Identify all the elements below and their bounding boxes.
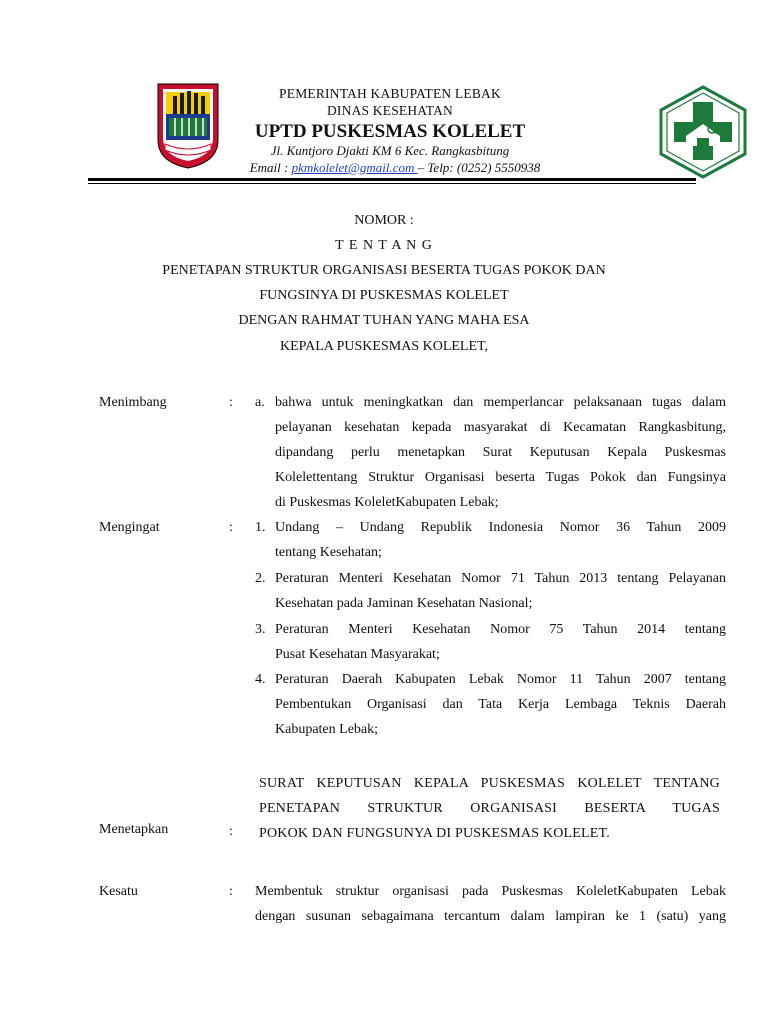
kesatu-colon: : xyxy=(229,884,233,899)
rahmat-line: DENGAN RAHMAT TUHAN YANG MAHA ESA xyxy=(238,313,530,328)
menimbang-colon: : xyxy=(229,395,233,410)
kesatu-line: Membentuk struktur organisasi pada Puskesmas KoleletKabupaten Lebak xyxy=(255,884,726,899)
phone-text: – Telp: (0252) 5550938 xyxy=(417,160,541,175)
decision-line: SURAT KEPUTUSAN KEPALA PUSKESMAS KOLELET TENTANG xyxy=(259,776,720,791)
mengingat-line: Kabupaten Lebak; xyxy=(275,722,379,737)
subject-line-1: PENETAPAN STRUKTUR ORGANISASI BESERTA TUGAS POKOK DAN xyxy=(162,263,606,278)
decision-text xyxy=(259,771,720,846)
letterhead-address: Jl. Kuntjoro Djakti KM 6 Kec. Rangkasbitung xyxy=(270,143,510,158)
mengingat-item-4 xyxy=(275,667,726,742)
kesatu-text xyxy=(255,879,726,929)
kesatu-label: Kesatu xyxy=(99,884,138,899)
email-link[interactable]: pkmkolelet@gmail.com xyxy=(291,160,418,175)
letterhead-divider-thin xyxy=(88,183,696,184)
tentang-heading: T E N T A N G xyxy=(335,238,433,253)
mengingat-item-number: 2. xyxy=(255,571,266,586)
kesatu-line: dengan susunan sebagaimana tercantum dalam lampiran ke 1 (satu) yang xyxy=(255,909,726,924)
mengingat-line: Peraturan Menteri Kesehatan Nomor 71 Tahun 2013 tentang Pelayanan xyxy=(275,571,726,586)
mengingat-line: tentang Kesehatan; xyxy=(275,545,382,560)
mengingat-item-number: 3. xyxy=(255,622,266,637)
mengingat-item-number: 4. xyxy=(255,672,266,687)
menimbang-line: bahwa untuk meningkatkan dan memperlancar pelaksanaan tugas dalam xyxy=(275,395,726,410)
mengingat-item-3 xyxy=(275,617,726,667)
menetapkan-colon: : xyxy=(229,824,233,839)
letterhead-divider-thick xyxy=(88,178,696,181)
puskesmas-logo xyxy=(656,84,750,180)
menetapkan-label: Menetapkan xyxy=(99,822,169,837)
letterhead-department: DINAS KESEHATAN xyxy=(326,103,454,118)
mengingat-item-number: 1. xyxy=(255,520,266,535)
mengingat-label: Mengingat xyxy=(99,520,160,535)
mengingat-line: Undang – Undang Republik Indonesia Nomor 36 Tahun 2009 xyxy=(275,520,726,535)
mengingat-colon: : xyxy=(229,520,233,535)
mengingat-line: Kesehatan pada Jaminan Kesehatan Nasional; xyxy=(275,596,533,611)
menimbang-line: di Puskesmas KoleletKabupaten Lebak; xyxy=(275,495,499,510)
subject-line-2: FUNGSINYA DI PUSKESMAS KOLELET xyxy=(259,288,509,303)
menimbang-line: pelayanan kesehatan kepada masyarakat di Kecamatan Rangkasbitung, xyxy=(275,420,726,435)
kepala-line: KEPALA PUSKESMAS KOLELET, xyxy=(279,339,489,354)
mengingat-line: Peraturan Menteri Kesehatan Nomor 75 Tahun 2014 tentang xyxy=(275,622,726,637)
menimbang-text xyxy=(275,390,726,515)
menimbang-line: Kolelettentang Struktur Organisasi beserta Tugas Pokok dan Fungsinya xyxy=(275,470,726,485)
decision-line: POKOK DAN FUNGSUNYA DI PUSKESMAS KOLELET. xyxy=(259,826,610,841)
mengingat-line: Pusat Kesehatan Masyarakat; xyxy=(275,647,440,662)
menimbang-label: Menimbang xyxy=(99,395,167,410)
letterhead-government: PEMERINTAH KABUPATEN LEBAK xyxy=(279,86,501,101)
letterhead-title: UPTD PUSKESMAS KOLELET xyxy=(254,121,526,142)
mengingat-line: Pembentukan Organisasi dan Tata Kerja Lembaga Teknis Daerah xyxy=(275,697,726,712)
menimbang-line: dipandang perlu menetapkan Surat Keputusan Kepala Puskesmas xyxy=(275,445,726,460)
letterhead-contact xyxy=(160,160,630,176)
mengingat-line: Peraturan Daerah Kabupaten Lebak Nomor 11 Tahun 2007 tentang xyxy=(275,672,726,687)
menimbang-marker: a. xyxy=(255,395,265,410)
mengingat-item-2 xyxy=(275,566,726,616)
nomor-line: NOMOR : xyxy=(354,213,414,228)
mengingat-item-1 xyxy=(275,515,726,565)
decision-line: PENETAPAN STRUKTUR ORGANISASI BESERTA TUGAS xyxy=(259,801,720,816)
email-label: Email : xyxy=(249,160,292,175)
